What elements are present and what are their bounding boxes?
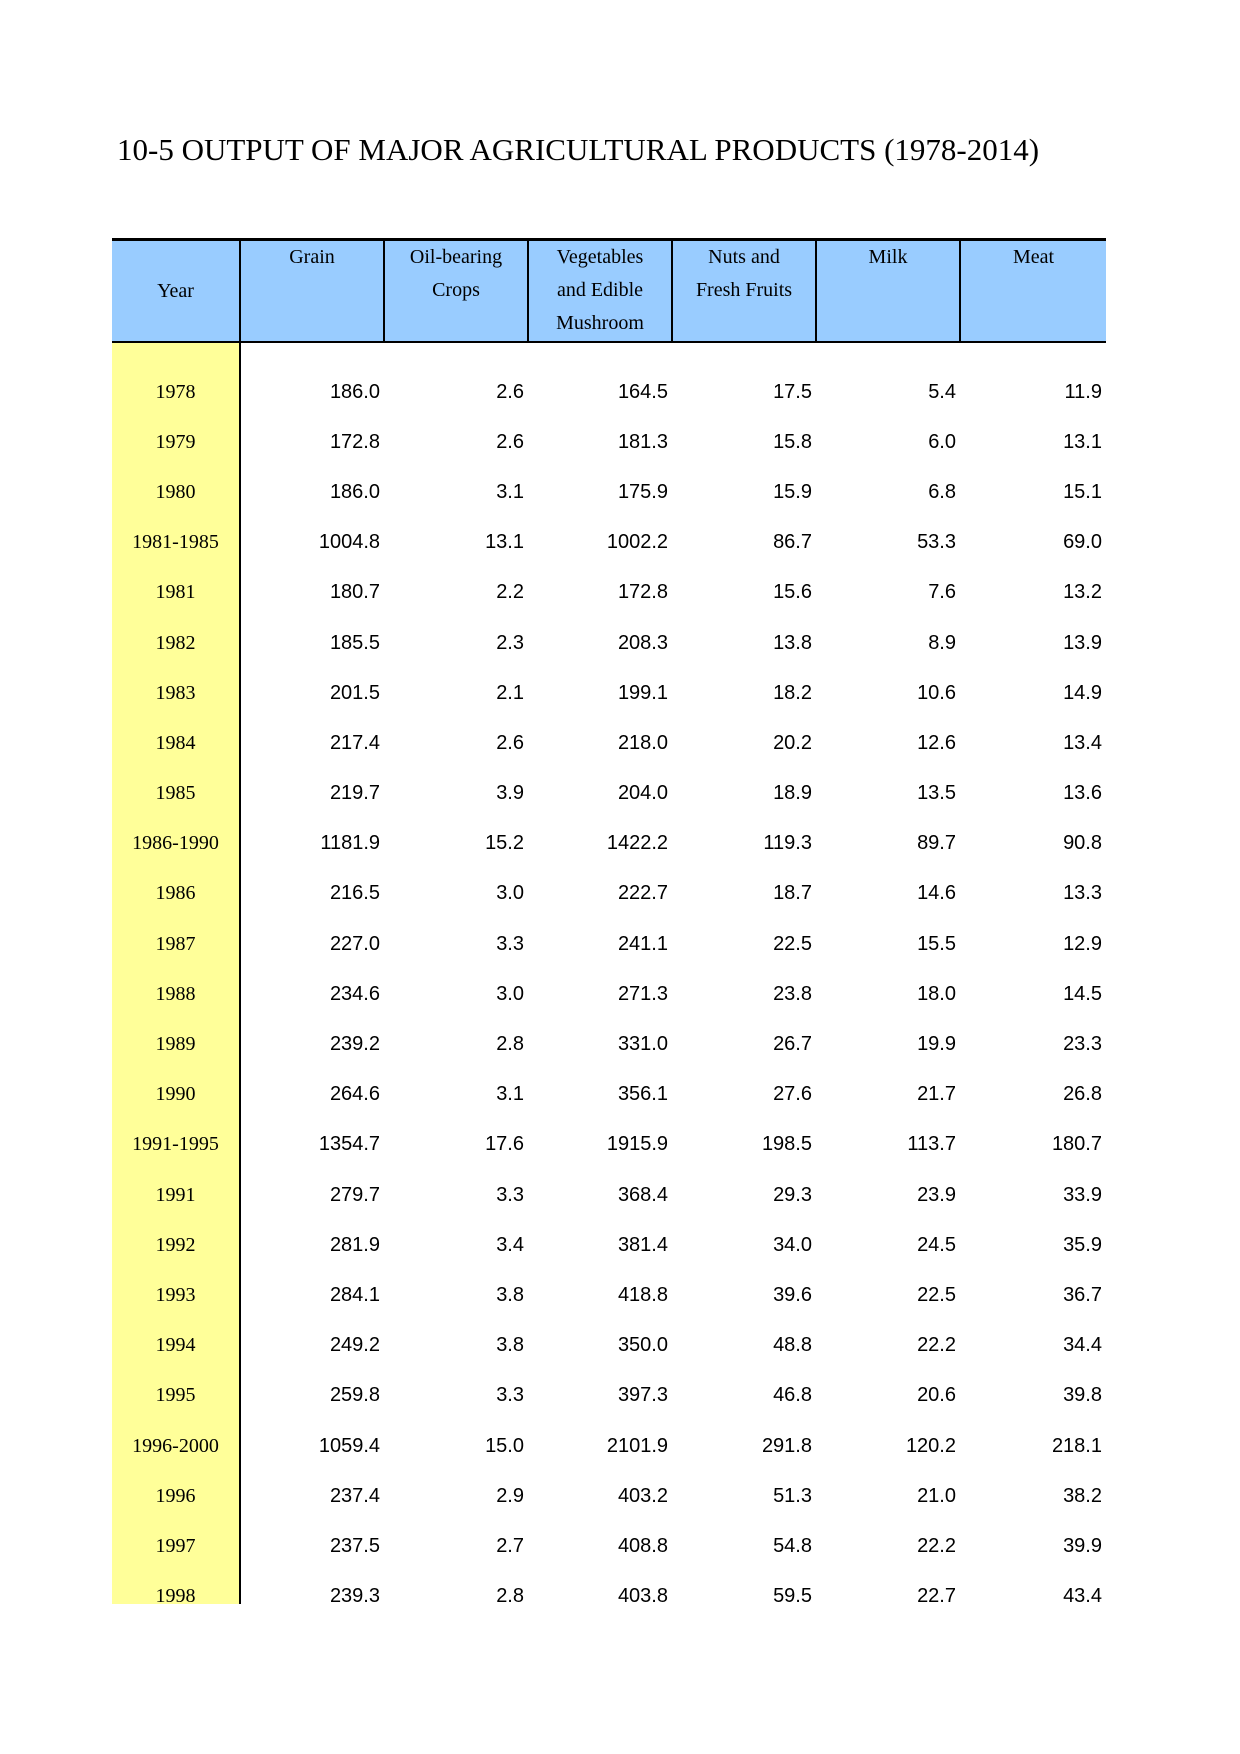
nuts-fruits-cell: 15.6 xyxy=(773,581,812,604)
meat-cell: 13.1 xyxy=(1063,430,1102,453)
oil-crops-cell: 3.3 xyxy=(496,1384,524,1407)
page-title: 10-5 OUTPUT OF MAJOR AGRICULTURAL PRODUCTS (1978-2014) xyxy=(117,132,1040,167)
table-row xyxy=(112,1120,1106,1170)
milk-cell: 21.0 xyxy=(917,1484,956,1507)
meat-cell: 39.9 xyxy=(1063,1534,1102,1557)
oil-crops-cell: 3.4 xyxy=(496,1233,524,1256)
milk-cell: 14.6 xyxy=(917,882,956,905)
table-row xyxy=(112,417,1106,467)
year-cell: 1997 xyxy=(112,1521,240,1571)
milk-cell: 113.7 xyxy=(907,1133,956,1156)
vegetables-cell: 241.1 xyxy=(617,932,668,955)
table-row xyxy=(112,467,1106,517)
table-row xyxy=(112,1572,1106,1605)
year-cell: 1984 xyxy=(112,718,240,768)
table-row xyxy=(112,1321,1106,1371)
nuts-fruits-cell: 34.0 xyxy=(773,1233,812,1256)
nuts-fruits-cell: 26.7 xyxy=(773,1033,812,1056)
milk-cell: 8.9 xyxy=(928,631,956,654)
grain-cell: 284.1 xyxy=(329,1283,380,1306)
meat-cell: 38.2 xyxy=(1063,1484,1102,1507)
grain-cell: 186.0 xyxy=(329,380,380,403)
vegetables-cell: 204.0 xyxy=(617,782,668,805)
oil-crops-cell: 3.3 xyxy=(496,932,524,955)
table-row xyxy=(112,1270,1106,1320)
nuts-fruits-cell: 46.8 xyxy=(773,1384,812,1407)
meat-cell: 33.9 xyxy=(1063,1183,1102,1206)
grain-cell: 264.6 xyxy=(329,1083,380,1106)
grain-cell: 186.0 xyxy=(329,480,380,503)
meat-cell: 13.9 xyxy=(1063,631,1102,654)
oil-crops-cell: 2.8 xyxy=(496,1033,524,1056)
grain-cell: 227.0 xyxy=(329,932,380,955)
nuts-fruits-cell: 39.6 xyxy=(773,1283,812,1306)
milk-cell: 6.8 xyxy=(928,480,956,503)
year-cell: 1991-1995 xyxy=(112,1120,240,1170)
grain-cell: 239.3 xyxy=(329,1585,380,1604)
year-cell: 1983 xyxy=(112,668,240,718)
year-cell: 1990 xyxy=(112,1070,240,1120)
vegetables-cell: 1915.9 xyxy=(606,1133,668,1156)
grain-cell: 239.2 xyxy=(329,1033,380,1056)
vegetables-cell: 271.3 xyxy=(617,982,668,1005)
oil-crops-cell: 3.8 xyxy=(496,1334,524,1357)
meat-cell: 13.6 xyxy=(1063,782,1102,805)
nuts-fruits-cell: 22.5 xyxy=(773,932,812,955)
year-cell: 1991 xyxy=(112,1170,240,1220)
grain-cell: 237.5 xyxy=(329,1534,380,1557)
column-header-meat: Meat xyxy=(960,240,1106,343)
grain-cell: 1004.8 xyxy=(318,531,380,554)
oil-crops-cell: 2.8 xyxy=(496,1585,524,1604)
column-header-year: Year xyxy=(112,240,240,343)
meat-cell: 35.9 xyxy=(1063,1233,1102,1256)
meat-cell: 14.5 xyxy=(1063,982,1102,1005)
nuts-fruits-cell: 13.8 xyxy=(773,631,812,654)
oil-crops-cell: 2.6 xyxy=(496,430,524,453)
vegetables-cell: 1002.2 xyxy=(606,531,668,554)
milk-cell: 13.5 xyxy=(917,782,956,805)
year-cell: 1995 xyxy=(112,1371,240,1421)
oil-crops-cell: 15.2 xyxy=(485,832,524,855)
meat-cell: 69.0 xyxy=(1063,531,1102,554)
year-cell: 1989 xyxy=(112,1019,240,1069)
vegetables-cell: 397.3 xyxy=(617,1384,668,1407)
oil-crops-cell: 13.1 xyxy=(485,531,524,554)
column-header-grain: Grain xyxy=(240,240,384,343)
table-row xyxy=(112,568,1106,618)
table-row xyxy=(112,869,1106,919)
meat-cell: 23.3 xyxy=(1063,1033,1102,1056)
vegetables-cell: 368.4 xyxy=(617,1183,668,1206)
oil-crops-cell: 3.0 xyxy=(496,882,524,905)
vegetables-cell: 222.7 xyxy=(617,882,668,905)
grain-cell: 1059.4 xyxy=(318,1434,380,1457)
meat-cell: 13.2 xyxy=(1063,581,1102,604)
table-row xyxy=(112,819,1106,869)
table-row xyxy=(112,718,1106,768)
milk-cell: 24.5 xyxy=(917,1233,956,1256)
milk-cell: 7.6 xyxy=(928,581,956,604)
grain-cell: 201.5 xyxy=(329,681,380,704)
milk-cell: 120.2 xyxy=(905,1434,956,1457)
oil-crops-cell: 2.3 xyxy=(496,631,524,654)
vegetables-cell: 1422.2 xyxy=(606,832,668,855)
year-cell: 1996-2000 xyxy=(112,1421,240,1471)
vegetables-cell: 350.0 xyxy=(617,1334,668,1357)
grain-cell: 172.8 xyxy=(329,430,380,453)
year-cell: 1988 xyxy=(112,969,240,1019)
grain-cell: 1181.9 xyxy=(320,832,380,855)
milk-cell: 6.0 xyxy=(928,430,956,453)
table-header xyxy=(112,240,1106,343)
column-header-vegetables: Vegetables and Edible Mushroom xyxy=(528,240,672,343)
nuts-fruits-cell: 27.6 xyxy=(773,1083,812,1106)
meat-cell: 12.9 xyxy=(1063,932,1102,955)
meat-cell: 15.1 xyxy=(1063,480,1102,503)
milk-cell: 22.5 xyxy=(917,1283,956,1306)
milk-cell: 22.7 xyxy=(917,1585,956,1604)
table-row xyxy=(112,618,1106,668)
milk-cell: 15.5 xyxy=(917,932,956,955)
meat-cell: 14.9 xyxy=(1063,681,1102,704)
grain-cell: 180.7 xyxy=(329,581,380,604)
grain-cell: 234.6 xyxy=(329,982,380,1005)
nuts-fruits-cell: 198.5 xyxy=(761,1133,812,1156)
column-header-oil-bearing-crops: Oil-bearing Crops xyxy=(384,240,528,343)
data-table-sheet xyxy=(112,238,1106,1604)
meat-cell: 26.8 xyxy=(1063,1083,1102,1106)
milk-cell: 10.6 xyxy=(917,681,956,704)
meat-cell: 180.7 xyxy=(1051,1133,1102,1156)
grain-cell: 259.8 xyxy=(329,1384,380,1407)
grain-cell: 219.7 xyxy=(329,782,380,805)
vegetables-cell: 208.3 xyxy=(617,631,668,654)
milk-cell: 53.3 xyxy=(917,531,956,554)
milk-cell: 22.2 xyxy=(917,1534,956,1557)
vegetables-cell: 172.8 xyxy=(617,581,668,604)
milk-cell: 12.6 xyxy=(917,731,956,754)
oil-crops-cell: 17.6 xyxy=(485,1133,524,1156)
table-row xyxy=(112,518,1106,568)
year-cell: 1982 xyxy=(112,618,240,668)
nuts-fruits-cell: 15.8 xyxy=(773,430,812,453)
oil-crops-cell: 15.0 xyxy=(485,1434,524,1457)
oil-crops-cell: 3.3 xyxy=(496,1183,524,1206)
vegetables-cell: 2101.9 xyxy=(606,1434,668,1457)
column-header-milk: Milk xyxy=(816,240,960,343)
grain-cell: 1354.7 xyxy=(318,1133,380,1156)
vegetables-cell: 175.9 xyxy=(617,480,668,503)
oil-crops-cell: 2.1 xyxy=(496,681,524,704)
grain-cell: 249.2 xyxy=(329,1334,380,1357)
table-row xyxy=(112,1170,1106,1220)
oil-crops-cell: 2.9 xyxy=(496,1484,524,1507)
table-row xyxy=(112,1521,1106,1571)
table-body xyxy=(112,342,1106,1604)
grain-cell: 279.7 xyxy=(329,1183,380,1206)
year-cell: 1979 xyxy=(112,417,240,467)
milk-cell: 20.6 xyxy=(917,1384,956,1407)
vegetables-cell: 181.3 xyxy=(617,430,668,453)
grain-cell: 185.5 xyxy=(329,631,380,654)
table-row xyxy=(112,919,1106,969)
oil-crops-cell: 3.0 xyxy=(496,982,524,1005)
oil-crops-cell: 2.2 xyxy=(496,581,524,604)
year-cell: 1993 xyxy=(112,1270,240,1320)
oil-crops-cell: 3.8 xyxy=(496,1283,524,1306)
table-row xyxy=(112,1019,1106,1069)
year-cell: 1978 xyxy=(112,367,240,417)
nuts-fruits-cell: 17.5 xyxy=(773,380,812,403)
meat-cell: 11.9 xyxy=(1064,380,1102,403)
grain-cell: 281.9 xyxy=(329,1233,380,1256)
vegetables-cell: 403.2 xyxy=(617,1484,668,1507)
milk-cell: 19.9 xyxy=(917,1033,956,1056)
table-row xyxy=(112,367,1106,417)
table-row xyxy=(112,1220,1106,1270)
milk-cell: 18.0 xyxy=(917,982,956,1005)
grain-cell: 216.5 xyxy=(329,882,380,905)
year-cell: 1998 xyxy=(112,1572,240,1605)
nuts-fruits-cell: 23.8 xyxy=(773,982,812,1005)
table-row xyxy=(112,769,1106,819)
meat-cell: 90.8 xyxy=(1063,832,1102,855)
year-cell: 1981 xyxy=(112,568,240,618)
milk-cell: 5.4 xyxy=(928,380,956,403)
table-row xyxy=(112,1421,1106,1471)
nuts-fruits-cell: 119.3 xyxy=(763,832,812,855)
nuts-fruits-cell: 20.2 xyxy=(773,731,812,754)
year-cell: 1992 xyxy=(112,1220,240,1270)
year-cell: 1996 xyxy=(112,1471,240,1521)
table-row xyxy=(112,1070,1106,1120)
grain-cell: 237.4 xyxy=(329,1484,380,1507)
year-cell: 1994 xyxy=(112,1321,240,1371)
nuts-fruits-cell: 15.9 xyxy=(773,480,812,503)
spacer-year-cell xyxy=(112,342,240,367)
milk-cell: 89.7 xyxy=(917,832,956,855)
meat-cell: 34.4 xyxy=(1063,1334,1102,1357)
oil-crops-cell: 2.6 xyxy=(496,380,524,403)
milk-cell: 21.7 xyxy=(917,1083,956,1106)
oil-crops-cell: 3.9 xyxy=(496,782,524,805)
nuts-fruits-cell: 59.5 xyxy=(773,1585,812,1604)
vegetables-cell: 218.0 xyxy=(617,731,668,754)
oil-crops-cell: 2.6 xyxy=(496,731,524,754)
meat-cell: 13.4 xyxy=(1063,731,1102,754)
meat-cell: 218.1 xyxy=(1051,1434,1102,1457)
nuts-fruits-cell: 48.8 xyxy=(773,1334,812,1357)
nuts-fruits-cell: 18.9 xyxy=(773,782,812,805)
spacer-row xyxy=(112,342,1106,367)
table-row xyxy=(112,1471,1106,1521)
vegetables-cell: 199.1 xyxy=(617,681,668,704)
oil-crops-cell: 3.1 xyxy=(496,1083,524,1106)
nuts-fruits-cell: 86.7 xyxy=(773,531,812,554)
vegetables-cell: 356.1 xyxy=(617,1083,668,1106)
vegetables-cell: 331.0 xyxy=(617,1033,668,1056)
nuts-fruits-cell: 29.3 xyxy=(773,1183,812,1206)
column-header-nuts-fruits: Nuts and Fresh Fruits xyxy=(672,240,816,343)
year-cell: 1980 xyxy=(112,467,240,517)
year-cell: 1986 xyxy=(112,869,240,919)
nuts-fruits-cell: 291.8 xyxy=(761,1434,812,1457)
vegetables-cell: 381.4 xyxy=(617,1233,668,1256)
vegetables-cell: 164.5 xyxy=(617,380,668,403)
header-row xyxy=(112,240,1106,343)
milk-cell: 23.9 xyxy=(917,1183,956,1206)
meat-cell: 39.8 xyxy=(1063,1384,1102,1407)
vegetables-cell: 403.8 xyxy=(617,1585,668,1604)
oil-crops-cell: 3.1 xyxy=(496,480,524,503)
meat-cell: 43.4 xyxy=(1063,1585,1102,1604)
grain-cell: 217.4 xyxy=(329,731,380,754)
meat-cell: 13.3 xyxy=(1063,882,1102,905)
agricultural-output-table xyxy=(112,238,1106,1604)
table-row xyxy=(112,668,1106,718)
milk-cell: 22.2 xyxy=(917,1334,956,1357)
meat-cell: 36.7 xyxy=(1063,1283,1102,1306)
oil-crops-cell: 2.7 xyxy=(496,1534,524,1557)
vegetables-cell: 418.8 xyxy=(617,1283,668,1306)
table-row xyxy=(112,969,1106,1019)
nuts-fruits-cell: 51.3 xyxy=(773,1484,812,1507)
table-row xyxy=(112,1371,1106,1421)
vegetables-cell: 408.8 xyxy=(617,1534,668,1557)
year-cell: 1986-1990 xyxy=(112,819,240,869)
nuts-fruits-cell: 54.8 xyxy=(773,1534,812,1557)
nuts-fruits-cell: 18.7 xyxy=(773,882,812,905)
year-cell: 1985 xyxy=(112,769,240,819)
year-cell: 1987 xyxy=(112,919,240,969)
year-cell: 1981-1985 xyxy=(112,518,240,568)
nuts-fruits-cell: 18.2 xyxy=(773,681,812,704)
